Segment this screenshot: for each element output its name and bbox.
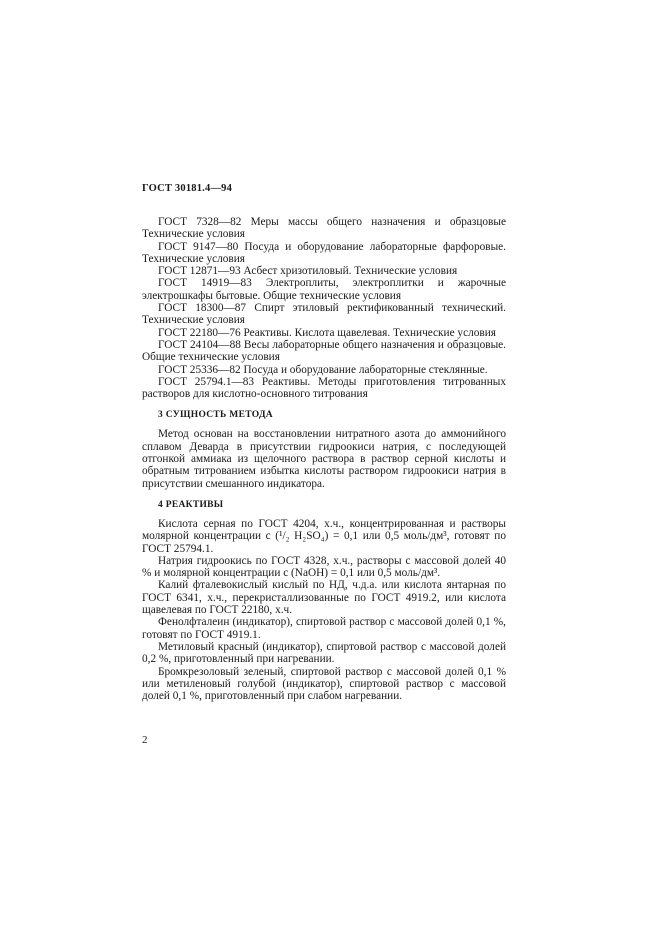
- references-list: [142, 216, 506, 400]
- page-number: 2: [142, 734, 148, 746]
- reference-item: ГОСТ 24104—88 Весы лабораторные общего назначения и образцовые. Общие технические условия: [142, 338, 506, 364]
- reference-item: ГОСТ 25336—82 Посуда и оборудование лабораторные стеклянные.: [158, 363, 488, 376]
- section-heading-reagents: 4 РЕАКТИВЫ: [158, 499, 224, 510]
- reference-item: ГОСТ 14919—83 Электроплиты, электроплитки и жарочные электрошкафы бытовые. Общие технические условия: [142, 277, 506, 302]
- reference-item: ГОСТ 22180—76 Реактивы. Кислота щавелевая. Технические условия: [158, 326, 496, 339]
- reference-item: ГОСТ 25794.1—83 Реактивы. Методы приготовления титрованных растворов для кислотно-основного титрования: [142, 375, 506, 401]
- document-page: [142, 183, 506, 704]
- reagent-item: Фенолфталеин (индикатор), спиртовой раствор с массовой долей 0,1 %, готовят по ГОСТ 4919.1.: [142, 616, 506, 641]
- reference-item: ГОСТ 12871—93 Асбест хризотиловый. Технические условия: [158, 265, 458, 278]
- section-essence-text: Метод основан на восстановлении нитратного азота до аммонийного сплавом Деварда в присутствии гидроокиси натрия, с последующей отгонкой аммиака из щелочного раствора в раствор серной кислоты и обратным титрованием избытка кислоты раствором гидроокиси натрия в присутствии смешанного индикатора.: [142, 428, 506, 490]
- reference-item: ГОСТ 9147—80 Посуда и оборудование лабораторные фарфоровые. Технические условия: [142, 240, 506, 265]
- section-essence: [142, 428, 506, 489]
- reagent-item: Кислота серная по ГОСТ 4204, х.ч., концентрированная и растворы молярной концентрации c (¹/₂ H₂SO₄) = 0,1 или 0,5 моль/дм³, готовят по ГОСТ 25794.1.: [142, 517, 506, 555]
- section-heading-essence: 3 СУЩНОСТЬ МЕТОДА: [158, 410, 273, 421]
- reagent-item: Натрия гидроокись по ГОСТ 4328, х.ч., растворы с массовой долей 40 % и молярной концентрации c (NaOH) = 0,1 или 0,5 моль/дм³.: [142, 554, 506, 580]
- reagent-item: Метиловый красный (индикатор), спиртовой раствор с массовой долей 0,2 %, приготовленный при нагревании.: [142, 640, 506, 666]
- document-code-header: ГОСТ 30181.4—94: [142, 183, 233, 194]
- reagents-list: [142, 518, 506, 702]
- reference-item: ГОСТ 18300—87 Спирт этиловый ректификованный технический. Технические условия: [142, 302, 506, 327]
- reagent-item: Калий фталевокислый кислый по НД, ч.д.а. или кислота янтарная по ГОСТ 6341, х.ч., перекристаллизованные по ГОСТ 4919.2, или кислота щавелевая по ГОСТ 22180, х.ч.: [142, 579, 506, 617]
- reference-item: ГОСТ 7328—82 Меры массы общего назначения и образцовые Технические условия: [142, 216, 506, 241]
- reagent-item: Бромкрезоловый зеленый, спиртовой раствор с массовой долей 0,1 % или метиленовый голубой (индикатор), спиртовой раствор с массовой долей 0,1 %, приготовленный при слабом нагревании.: [142, 665, 506, 703]
